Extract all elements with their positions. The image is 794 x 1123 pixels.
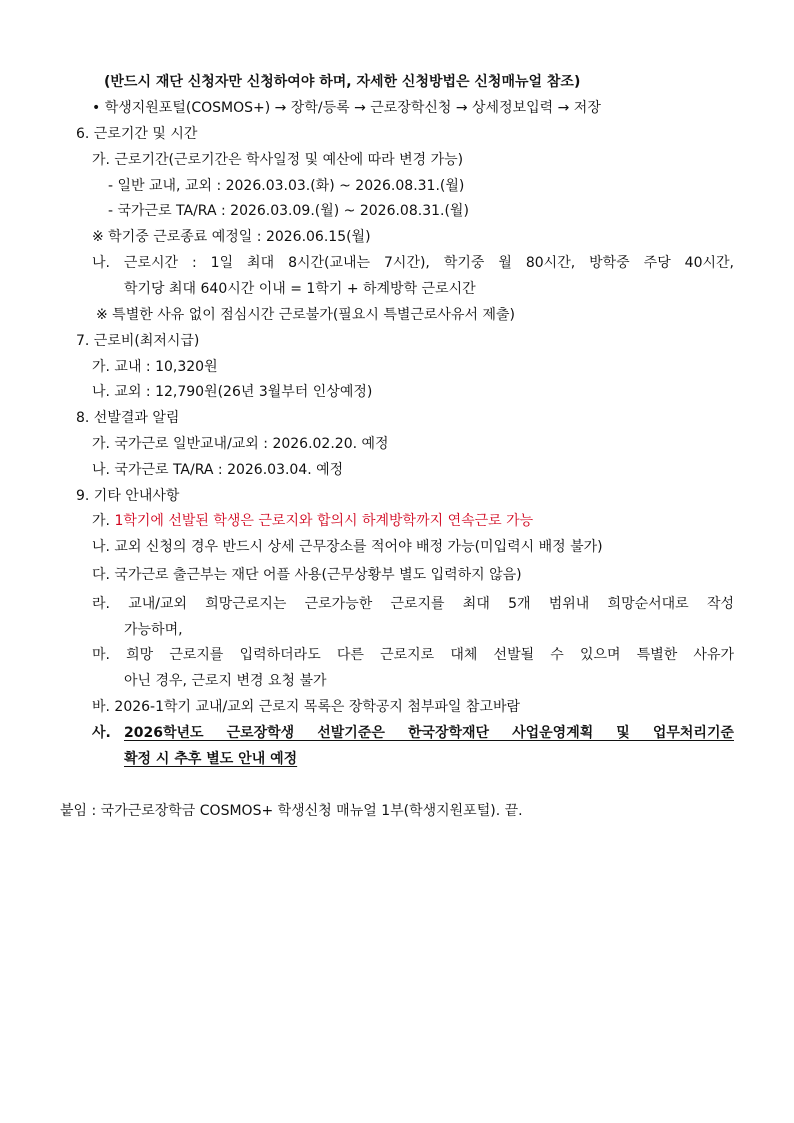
section-9-sa-line1: 2026학년도 근로장학생 선발기준은 한국장학재단 사업운영계획 및 업무처리기준 — [124, 725, 734, 741]
section-9-na: 나. 교외 신청의 경우 반드시 상세 근무장소를 적어야 배정 가능(미입력시 배정 불가) — [92, 539, 603, 555]
section-7-title: 7. 근로비(최저시급) — [76, 333, 200, 349]
section-9-ba: 바. 2026-1학기 교내/교외 근로지 목록은 장학공지 첨부파일 참고바람 — [92, 699, 521, 715]
section-6-na-note: ※ 특별한 사유 없이 점심시간 근로불가(필요시 특별근로사유서 제출) — [96, 307, 515, 323]
section-9-title: 9. 기타 안내사항 — [76, 488, 180, 504]
section-6-ga-note: ※ 학기중 근로종료 예정일 : 2026.06.15(월) — [92, 229, 371, 245]
section-9-da: 다. 국가근로 출근부는 재단 어플 사용(근무상황부 별도 입력하지 않음) — [92, 567, 522, 583]
section-9-ra-line1: 라. 교내/교외 희망근로지는 근로가능한 근로지를 최대 5개 범위내 희망순서대로 작성 — [92, 596, 734, 612]
section-9-ga-prefix: 가. — [92, 513, 115, 529]
section-9-ga — [92, 511, 533, 531]
section-9-ra-line2: 가능하며, — [124, 622, 183, 638]
header-note: (반드시 재단 신청자만 신청하여야 하며, 자세한 신청방법은 신청매뉴얼 참조) — [104, 74, 581, 90]
section-9-ma-line1: 마. 희망 근로지를 입력하더라도 다른 근로지로 대체 선발될 수 있으며 특별한 사유가 — [92, 647, 734, 663]
section-6-na-line1: 나. 근로시간 : 1일 최대 8시간(교내는 7시간), 학기중 월 80시간, 방학중 주당 40시간, — [92, 255, 734, 271]
section-9-sa-line2: 확정 시 추후 별도 안내 예정 — [124, 751, 298, 767]
section-9-sa-prefix: 사. — [92, 725, 111, 741]
section-8-na: 나. 국가근로 TA/RA : 2026.03.04. 예정 — [92, 462, 344, 478]
section-8-title: 8. 선발결과 알림 — [76, 410, 180, 426]
procedure-path: • 학생지원포털(COSMOS+) → 장학/등록 → 근로장학신청 → 상세정보입력 → 저장 — [92, 100, 601, 116]
section-9-ma-line2: 아닌 경우, 근로지 변경 요청 불가 — [124, 673, 327, 689]
attachment-note: 붙임 : 국가근로장학금 COSMOS+ 학생신청 매뉴얼 1부(학생지원포털). 끝. — [60, 803, 523, 819]
section-6-title: 6. 근로기간 및 시간 — [76, 126, 198, 142]
section-6-ga-general: - 일반 교내, 교외 : 2026.03.03.(화) ~ 2026.08.31.(월) — [108, 178, 465, 194]
section-6-ga: 가. 근로기간(근로기간은 학사일정 및 예산에 따라 변경 가능) — [92, 152, 464, 168]
section-6-na-line2: 학기당 최대 640시간 이내 = 1학기 + 하계방학 근로시간 — [124, 281, 476, 297]
section-8-ga: 가. 국가근로 일반교내/교외 : 2026.02.20. 예정 — [92, 436, 389, 452]
section-6-ga-national: - 국가근로 TA/RA : 2026.03.09.(월) ~ 2026.08.31.(월) — [108, 203, 469, 219]
section-9-ga-highlight: 1학기에 선발된 학생은 근로지와 합의시 하계방학까지 연속근로 가능 — [114, 513, 534, 529]
section-7-na: 나. 교외 : 12,790원(26년 3월부터 인상예정) — [92, 384, 373, 400]
section-7-ga: 가. 교내 : 10,320원 — [92, 359, 218, 375]
